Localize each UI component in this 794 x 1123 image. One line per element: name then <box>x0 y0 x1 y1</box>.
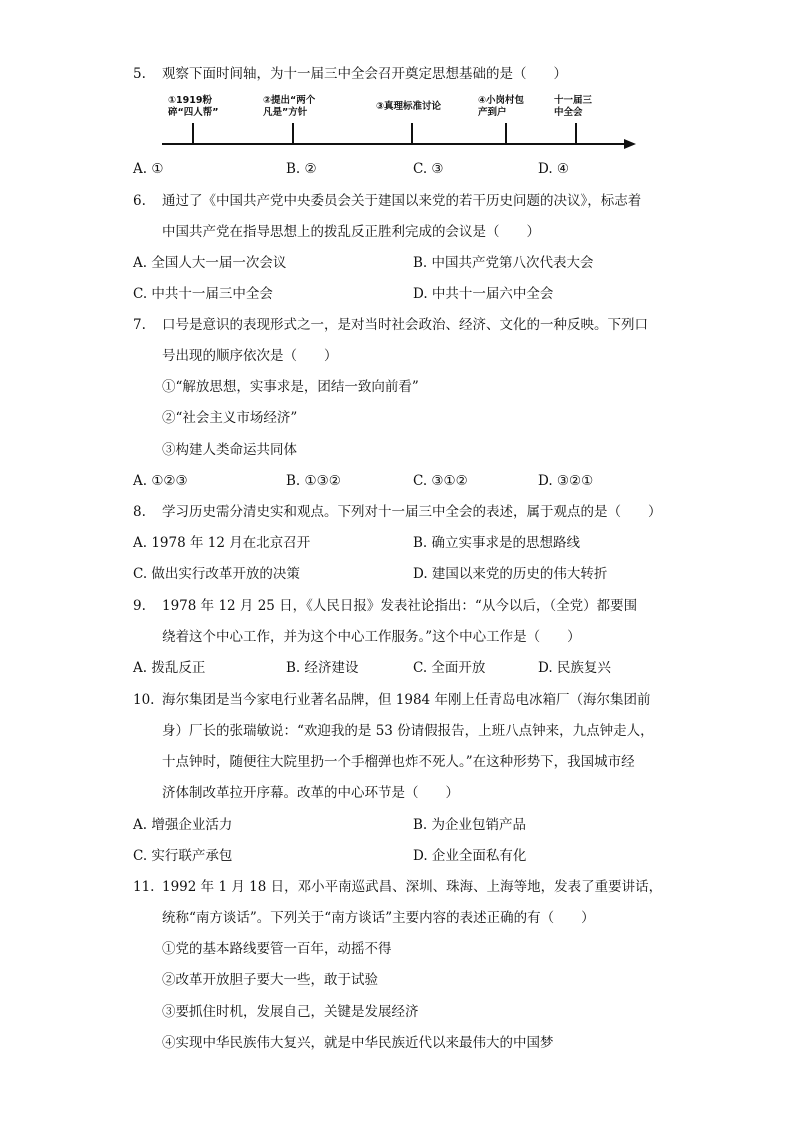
q11-item-2: ②改革开放胆子要大一些，敢于试验 <box>162 972 378 988</box>
q9-stem-line-2: 绕着这个中心工作，并为这个中心工作服务。”这个中心工作是（ ） <box>162 629 581 645</box>
q11-stem-line-2: 统称“南方谈话”。下列关于“南方谈话”主要内容的表述正确的有（ ） <box>162 910 595 926</box>
q10-option-a[interactable]: A. 增强企业活力 <box>133 817 233 833</box>
q10-stem-line-2: 身）厂长的张瑞敏说：“欢迎我的是 53 份请假报告，上班八点钟来，九点钟走人， <box>162 723 654 739</box>
q5-option-b[interactable]: B. ② <box>286 161 317 177</box>
q8-number: 8. <box>133 504 146 520</box>
q6-stem-line-2: 中国共产党在指导思想上的拨乱反正胜利完成的会议是（ ） <box>162 224 540 240</box>
q5-stem: 观察下面时间轴，为十一届三中全会召开奠定思想基础的是（ ） <box>162 66 567 82</box>
q10-option-b[interactable]: B. 为企业包销产品 <box>413 817 527 833</box>
q9-stem-line-1: 1978 年 12 月 25 日，《人民日报》发表社论指出：“从今以后，（全党）都要围 <box>162 598 638 614</box>
q11-item-1: ①党的基本路线要管一百年，动摇不得 <box>162 941 392 957</box>
q7-item-3: ③构建人类命运共同体 <box>162 442 297 458</box>
timeline-label-1a: ①1919粉 <box>168 95 212 106</box>
timeline-label-5a: 十一届三 <box>554 95 593 106</box>
q9-number: 9. <box>133 598 146 614</box>
q11-item-3: ③要抓住时机，发展自己，关键是发展经济 <box>162 1004 419 1020</box>
q6-option-a[interactable]: A. 全国人大一届一次会议 <box>133 255 287 271</box>
q9-option-d[interactable]: D. 民族复兴 <box>538 660 611 676</box>
timeline-label-1b: 碎“四人帮” <box>168 107 219 118</box>
timeline-label-2b: 凡是”方针 <box>263 107 308 118</box>
q11-stem-line-1: 1992 年 1 月 18 日，邓小平南巡武昌、深圳、珠海、上海等地，发表了重要讲话， <box>162 879 663 895</box>
q6-stem-line-1: 通过了《中国共产党中央委员会关于建国以来党的若干历史问题的决议》，标志着 <box>162 193 642 209</box>
timeline-label-4a: ④小岗村包 <box>478 95 525 106</box>
q7-stem-line-2: 号出现的顺序依次是（ ） <box>162 348 338 364</box>
q10-option-c[interactable]: C. 实行联产承包 <box>133 848 233 864</box>
timeline-label-4b: 产到户 <box>478 107 507 118</box>
q6-option-b[interactable]: B. 中国共产党第八次代表大会 <box>413 255 594 271</box>
q10-stem-line-1: 海尔集团是当今家电行业著名品牌，但 1984 年刚上任青岛电冰箱厂（海尔集团前 <box>162 692 651 708</box>
q6-option-c[interactable]: C. 中共十一届三中全会 <box>133 286 273 302</box>
q8-stem: 学习历史需分清史实和观点。下列对十一届三中全会的表述，属于观点的是（ ） <box>162 504 662 520</box>
q9-option-a[interactable]: A. 拨乱反正 <box>133 660 206 676</box>
q9-option-c[interactable]: C. 全面开放 <box>413 660 486 676</box>
q9-option-b[interactable]: B. 经济建设 <box>286 660 359 676</box>
timeline-label-3: ③真理标准讨论 <box>376 101 442 112</box>
q10-option-d[interactable]: D. 企业全面私有化 <box>413 848 527 864</box>
q11-number: 11. <box>133 879 155 895</box>
q7-option-a[interactable]: A. ①②③ <box>133 473 188 489</box>
q6-number: 6. <box>133 193 146 209</box>
q7-item-1: ①“解放思想，实事求是，团结一致向前看” <box>162 379 419 395</box>
q10-stem-line-4: 济体制改革拉开序幕。改革的中心环节是（ ） <box>162 785 459 801</box>
timeline-axis <box>160 118 636 150</box>
q8-option-c[interactable]: C. 做出实行改革开放的决策 <box>133 566 300 582</box>
q8-option-a[interactable]: A. 1978 年 12 月在北京召开 <box>133 535 311 551</box>
q10-stem-line-3: 十点钟时，随便往大院里扔一个手榴弹也炸不死人。”在这种形势下，我国城市经 <box>162 754 635 770</box>
q7-option-c[interactable]: C. ③①② <box>413 473 468 489</box>
q7-number: 7. <box>133 317 146 333</box>
timeline-label-2a: ②提出“两个 <box>263 95 316 106</box>
q7-item-2: ②“社会主义市场经济” <box>162 410 298 426</box>
q7-option-d[interactable]: D. ③②① <box>538 473 594 489</box>
q8-option-b[interactable]: B. 确立实事求是的思想路线 <box>413 535 581 551</box>
q7-option-b[interactable]: B. ①③② <box>286 473 341 489</box>
q6-option-d[interactable]: D. 中共十一届六中全会 <box>413 286 554 302</box>
q8-option-d[interactable]: D. 建国以来党的历史的伟大转折 <box>413 566 608 582</box>
q7-stem-line-1: 口号是意识的表现形式之一，是对当时社会政治、经济、文化的一种反映。下列口 <box>162 317 648 333</box>
q5-option-c[interactable]: C. ③ <box>413 161 444 177</box>
q5-option-d[interactable]: D. ④ <box>538 161 570 177</box>
timeline-label-5b: 中全会 <box>554 107 583 118</box>
q5-option-a[interactable]: A. ① <box>133 161 164 177</box>
q5-number: 5. <box>133 66 146 82</box>
q10-number: 10. <box>133 692 155 708</box>
q11-item-4: ④实现中华民族伟大复兴，就是中华民族近代以来最伟大的中国梦 <box>162 1035 554 1051</box>
